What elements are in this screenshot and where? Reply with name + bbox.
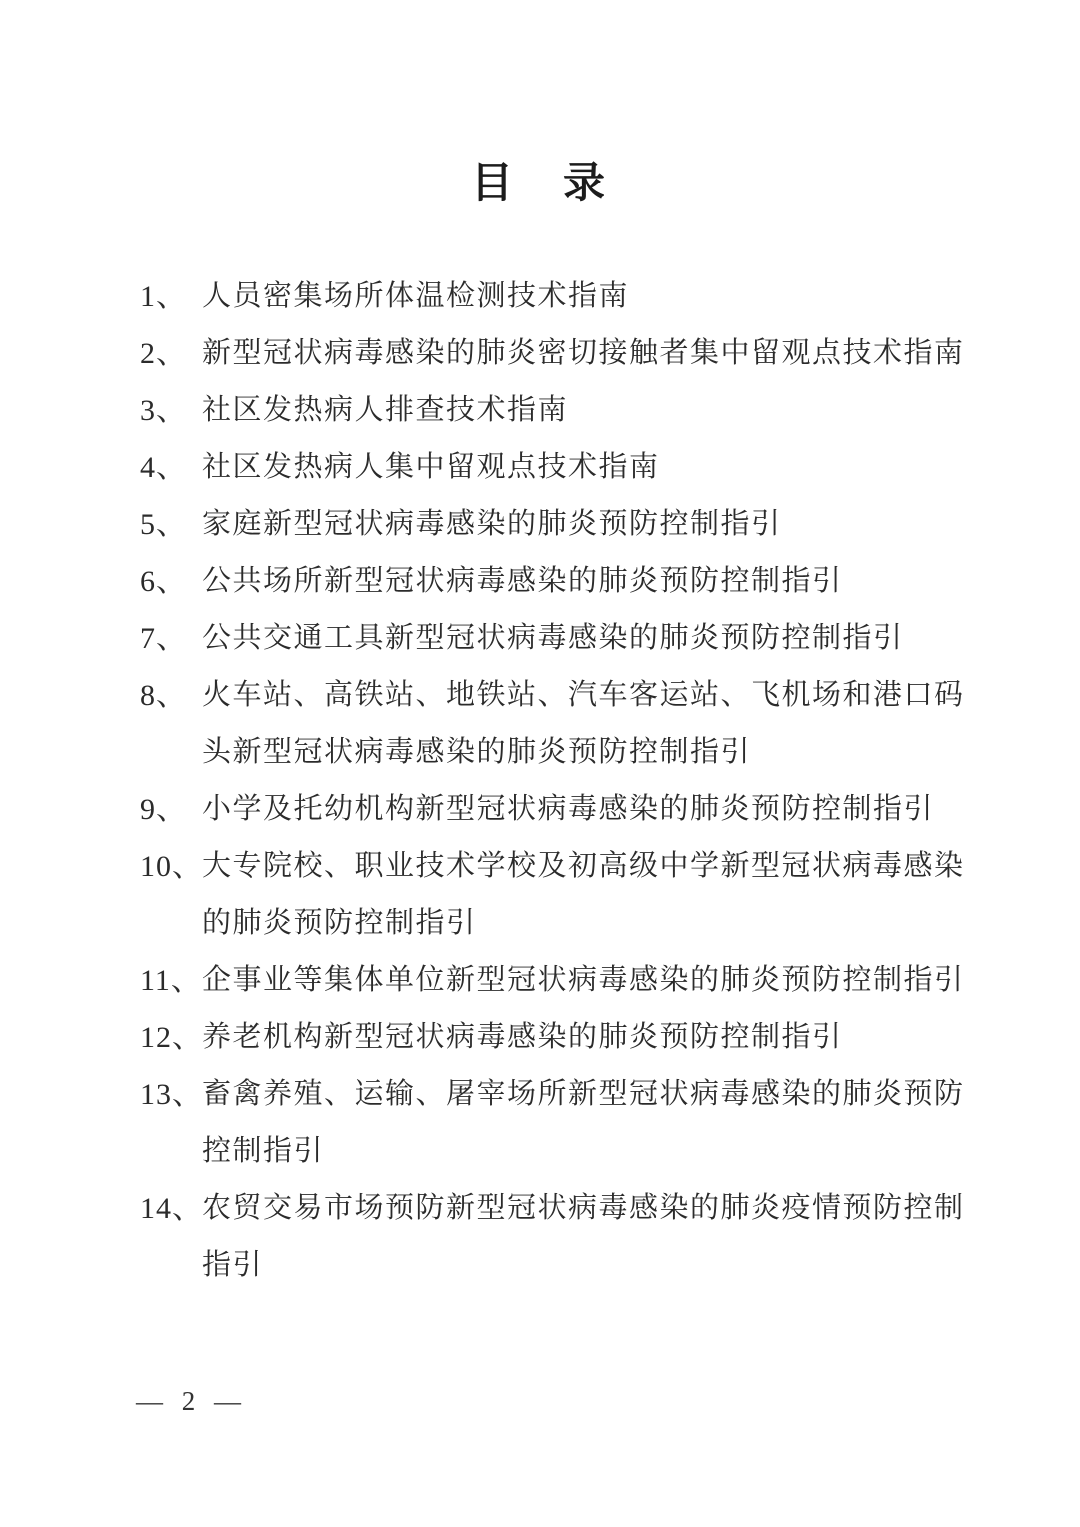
toc-item	[140, 325, 980, 382]
toc-item	[140, 610, 980, 667]
toc-item-number: 3、	[140, 394, 187, 427]
toc-item-text: 小学及托幼机构新型冠状病毒感染的肺炎预防控制指引	[202, 793, 935, 825]
toc-item-number: 11、	[140, 964, 202, 997]
toc-item-number: 10、	[140, 850, 203, 883]
page-number: — 2 —	[136, 1386, 247, 1416]
toc-item	[140, 382, 980, 439]
toc-item-text: 养老机构新型冠状病毒感染的肺炎预防控制指引	[202, 1021, 843, 1053]
toc-item-text: 大专院校、职业技术学校及初高级中学新型冠状病毒感染的肺炎预防控制指引	[202, 850, 965, 939]
toc-item-number: 4、	[140, 451, 187, 484]
toc-item-text: 社区发热病人集中留观点技术指南	[202, 451, 660, 483]
toc-item	[140, 439, 980, 496]
toc-item-text: 火车站、高铁站、地铁站、汽车客运站、飞机场和港口码头新型冠状病毒感染的肺炎预防控制指引	[202, 679, 965, 768]
table-of-contents	[140, 268, 980, 1294]
toc-item-text: 企事业等集体单位新型冠状病毒感染的肺炎预防控制指引	[202, 964, 965, 996]
toc-item-number: 2、	[140, 337, 187, 370]
toc-item	[140, 268, 980, 325]
toc-item	[140, 838, 980, 952]
toc-item-number: 13、	[140, 1078, 203, 1111]
toc-item-number: 1、	[140, 280, 187, 313]
toc-item-text: 新型冠状病毒感染的肺炎密切接触者集中留观点技术指南	[202, 337, 965, 369]
toc-item-text: 公共场所新型冠状病毒感染的肺炎预防控制指引	[202, 565, 843, 597]
toc-item	[140, 781, 980, 838]
toc-item-text: 农贸交易市场预防新型冠状病毒感染的肺炎疫情预防控制指引	[202, 1192, 965, 1281]
page-title: 目 录	[470, 161, 609, 207]
toc-item-text: 畜禽养殖、运输、屠宰场所新型冠状病毒感染的肺炎预防控制指引	[202, 1078, 965, 1167]
toc-item	[140, 496, 980, 553]
toc-item-number: 9、	[140, 793, 187, 826]
toc-item-text: 社区发热病人排查技术指南	[202, 394, 569, 426]
toc-item-number: 8、	[140, 679, 187, 712]
toc-item	[140, 667, 980, 781]
toc-item	[140, 952, 980, 1009]
toc-item-number: 6、	[140, 565, 187, 598]
toc-item-number: 7、	[140, 622, 187, 655]
toc-item-number: 5、	[140, 508, 187, 541]
toc-item	[140, 553, 980, 610]
toc-item-text: 家庭新型冠状病毒感染的肺炎预防控制指引	[202, 508, 782, 540]
toc-item	[140, 1009, 980, 1066]
toc-item-text: 人员密集场所体温检测技术指南	[202, 280, 630, 312]
toc-item-text: 公共交通工具新型冠状病毒感染的肺炎预防控制指引	[202, 622, 904, 654]
toc-item-number: 12、	[140, 1021, 203, 1054]
toc-item	[140, 1066, 980, 1180]
toc-item	[140, 1180, 980, 1294]
toc-item-number: 14、	[140, 1192, 203, 1225]
